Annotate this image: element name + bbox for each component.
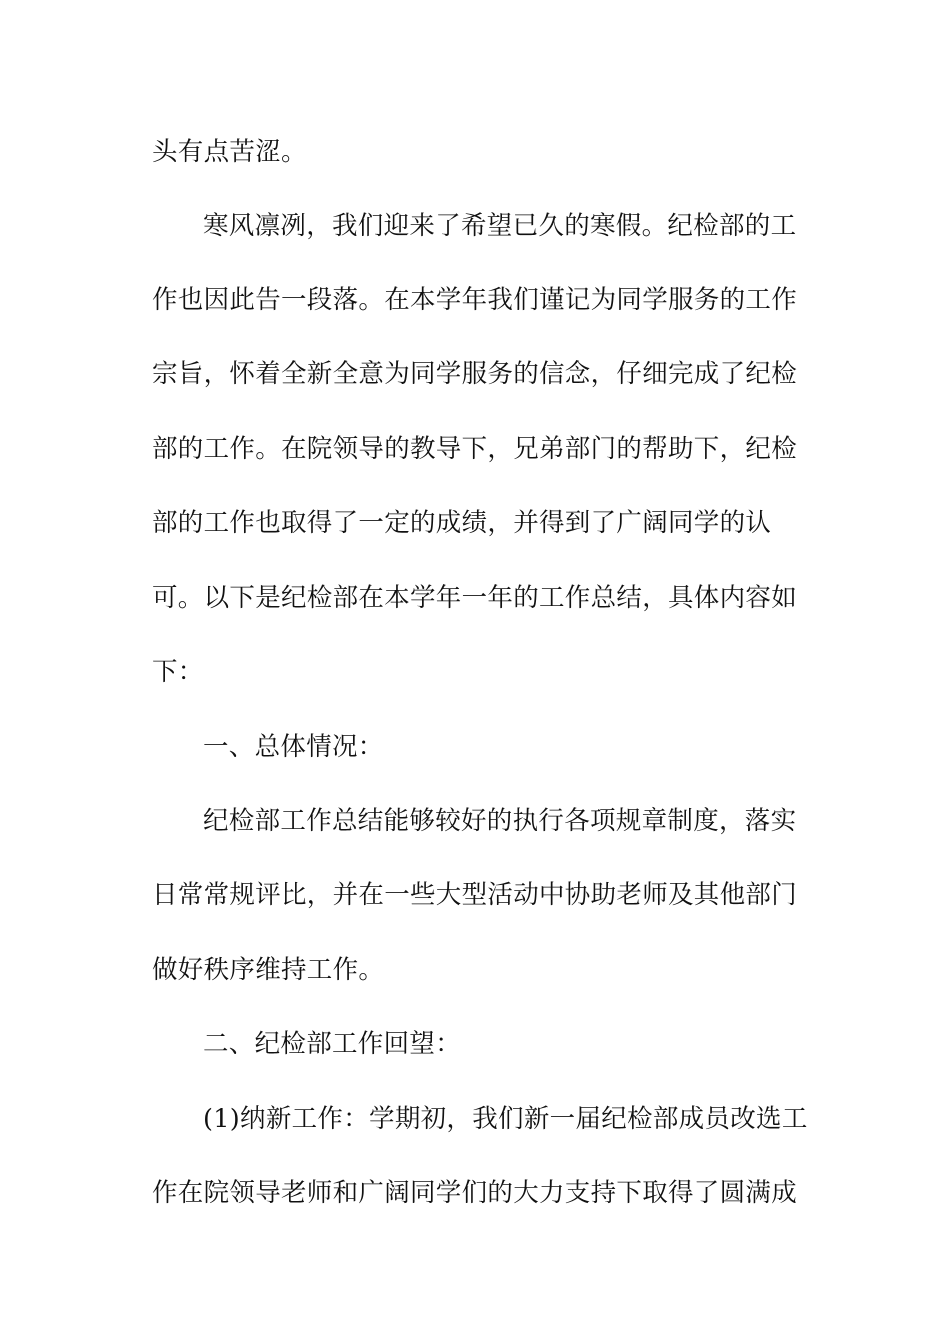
paragraph-first-line: 寒风凛冽，我们迎来了希望已久的寒假。纪检部的工	[203, 211, 797, 241]
paragraph-first-line: (1)纳新工作：学期初，我们新一届纪检部成员改选工	[203, 1104, 808, 1134]
text-line: 可。以下是纪检部在本学年一年的工作总结，具体内容如	[152, 583, 798, 613]
text-line: 部的工作。在院领导的教导下，兄弟部门的帮助下，纪检	[152, 434, 798, 464]
text-line: 下：	[152, 657, 204, 687]
section-heading: 一、总体情况：	[203, 732, 384, 762]
text-line: 作在院领导老师和广阔同学们的大力支持下取得了圆满成	[152, 1178, 798, 1208]
text-line: 做好秩序维持工作。	[152, 955, 385, 985]
section-heading: 二、纪检部工作回望：	[203, 1029, 462, 1059]
text-line: 头有点苦涩。	[152, 137, 307, 167]
text-line: 部的工作也取得了一定的成绩，并得到了广阔同学的认	[152, 508, 772, 538]
text-line: 作也因此告一段落。在本学年我们谨记为同学服务的工作	[152, 285, 798, 315]
paragraph-first-line: 纪检部工作总结能够较好的执行各项规章制度，落实	[203, 806, 797, 836]
text-line: 宗旨，怀着全新全意为同学服务的信念，仔细完成了纪检	[152, 359, 798, 389]
text-line: 日常常规评比，并在一些大型活动中协助老师及其他部门	[152, 880, 798, 910]
